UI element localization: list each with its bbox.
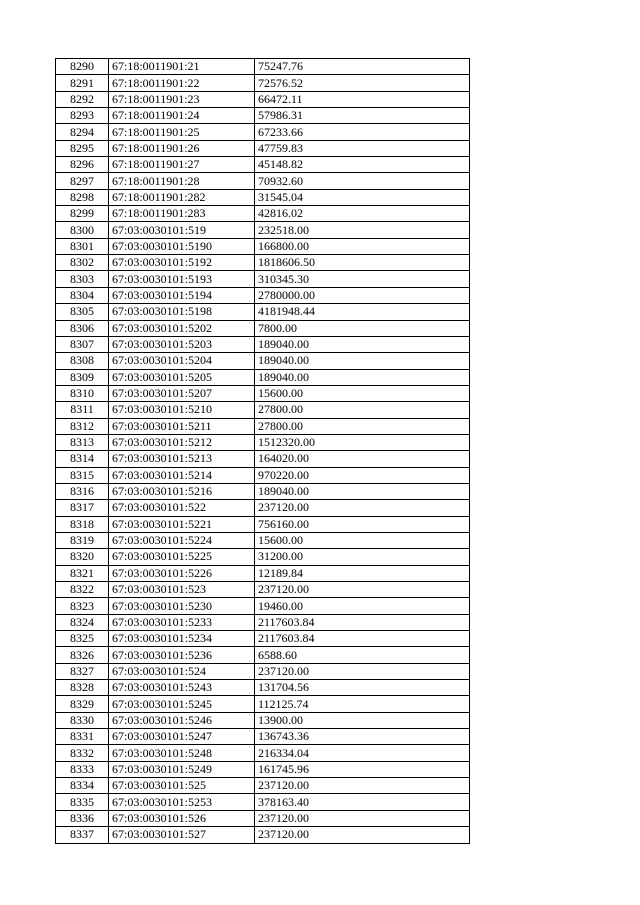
cadastral-number-cell: 67:03:0030101:5190 xyxy=(109,238,255,254)
cadastral-number-cell: 67:03:0030101:522 xyxy=(109,500,255,516)
cadastral-number-cell: 67:03:0030101:5192 xyxy=(109,255,255,271)
table-row xyxy=(56,189,470,205)
row-number-cell: 8309 xyxy=(56,369,109,385)
cadastral-value-cell: 15600.00 xyxy=(255,532,470,548)
cadastral-value-cell: 42816.02 xyxy=(255,206,470,222)
table-row xyxy=(56,598,470,614)
cadastral-number-cell: 67:03:0030101:5204 xyxy=(109,353,255,369)
row-number-cell: 8312 xyxy=(56,418,109,434)
cadastral-number-cell: 67:18:0011901:27 xyxy=(109,157,255,173)
table-row xyxy=(56,434,470,450)
cadastral-value-cell: 237120.00 xyxy=(255,827,470,843)
table-row xyxy=(56,353,470,369)
cadastral-number-cell: 67:03:0030101:5248 xyxy=(109,745,255,761)
cadastral-number-cell: 67:03:0030101:5212 xyxy=(109,434,255,450)
table-row xyxy=(56,647,470,663)
row-number-cell: 8314 xyxy=(56,451,109,467)
cadastral-number-cell: 67:03:0030101:5207 xyxy=(109,385,255,401)
table-row xyxy=(56,75,470,91)
row-number-cell: 8318 xyxy=(56,516,109,532)
cadastral-number-cell: 67:03:0030101:5210 xyxy=(109,402,255,418)
table-row xyxy=(56,745,470,761)
cadastral-number-cell: 67:03:0030101:5246 xyxy=(109,712,255,728)
row-number-cell: 8308 xyxy=(56,353,109,369)
cadastral-number-cell: 67:03:0030101:523 xyxy=(109,582,255,598)
cadastral-value-cell: 4181948.44 xyxy=(255,304,470,320)
table-row xyxy=(56,729,470,745)
row-number-cell: 8294 xyxy=(56,124,109,140)
cadastral-value-cell: 70932.60 xyxy=(255,173,470,189)
cadastral-number-cell: 67:18:0011901:26 xyxy=(109,140,255,156)
cadastral-value-cell: 189040.00 xyxy=(255,483,470,499)
table-row xyxy=(56,582,470,598)
table-row xyxy=(56,287,470,303)
row-number-cell: 8293 xyxy=(56,108,109,124)
cadastral-number-cell: 67:03:0030101:5214 xyxy=(109,467,255,483)
cadastral-number-cell: 67:03:0030101:5226 xyxy=(109,565,255,581)
table-row xyxy=(56,663,470,679)
cadastral-value-cell: 237120.00 xyxy=(255,500,470,516)
row-number-cell: 8327 xyxy=(56,663,109,679)
table-row xyxy=(56,336,470,352)
table-row xyxy=(56,206,470,222)
cadastral-value-cell: 75247.76 xyxy=(255,59,470,75)
table-row xyxy=(56,385,470,401)
row-number-cell: 8301 xyxy=(56,238,109,254)
row-number-cell: 8319 xyxy=(56,532,109,548)
cadastral-value-table xyxy=(55,58,470,844)
cadastral-value-cell: 112125.74 xyxy=(255,696,470,712)
cadastral-number-cell: 67:18:0011901:283 xyxy=(109,206,255,222)
row-number-cell: 8296 xyxy=(56,157,109,173)
cadastral-number-cell: 67:03:0030101:5203 xyxy=(109,336,255,352)
cadastral-number-cell: 67:18:0011901:21 xyxy=(109,59,255,75)
cadastral-value-cell: 1818606.50 xyxy=(255,255,470,271)
cadastral-value-cell: 27800.00 xyxy=(255,418,470,434)
cadastral-value-cell: 189040.00 xyxy=(255,369,470,385)
cadastral-number-cell: 67:03:0030101:5193 xyxy=(109,271,255,287)
table-row xyxy=(56,532,470,548)
table-row xyxy=(56,483,470,499)
row-number-cell: 8322 xyxy=(56,582,109,598)
cadastral-number-cell: 67:18:0011901:28 xyxy=(109,173,255,189)
cadastral-value-cell: 27800.00 xyxy=(255,402,470,418)
table-row xyxy=(56,467,470,483)
cadastral-value-cell: 47759.83 xyxy=(255,140,470,156)
cadastral-number-cell: 67:18:0011901:24 xyxy=(109,108,255,124)
row-number-cell: 8310 xyxy=(56,385,109,401)
row-number-cell: 8335 xyxy=(56,794,109,810)
table-row xyxy=(56,255,470,271)
cadastral-number-cell: 67:03:0030101:5211 xyxy=(109,418,255,434)
cadastral-number-cell: 67:03:0030101:527 xyxy=(109,827,255,843)
cadastral-number-cell: 67:03:0030101:5249 xyxy=(109,761,255,777)
row-number-cell: 8307 xyxy=(56,336,109,352)
table-row xyxy=(56,418,470,434)
table-row xyxy=(56,320,470,336)
table-row xyxy=(56,516,470,532)
cadastral-value-cell: 189040.00 xyxy=(255,353,470,369)
row-number-cell: 8333 xyxy=(56,761,109,777)
cadastral-number-cell: 67:18:0011901:25 xyxy=(109,124,255,140)
cadastral-number-cell: 67:03:0030101:5205 xyxy=(109,369,255,385)
row-number-cell: 8317 xyxy=(56,500,109,516)
table-row xyxy=(56,680,470,696)
cadastral-value-cell: 6588.60 xyxy=(255,647,470,663)
table-row xyxy=(56,304,470,320)
row-number-cell: 8304 xyxy=(56,287,109,303)
table-row xyxy=(56,696,470,712)
cadastral-number-cell: 67:03:0030101:5245 xyxy=(109,696,255,712)
table-row xyxy=(56,827,470,843)
row-number-cell: 8311 xyxy=(56,402,109,418)
cadastral-number-cell: 67:03:0030101:5243 xyxy=(109,680,255,696)
cadastral-value-cell: 1512320.00 xyxy=(255,434,470,450)
table-row xyxy=(56,140,470,156)
cadastral-number-cell: 67:03:0030101:5213 xyxy=(109,451,255,467)
cadastral-value-cell: 131704.56 xyxy=(255,680,470,696)
row-number-cell: 8313 xyxy=(56,434,109,450)
cadastral-value-cell: 164020.00 xyxy=(255,451,470,467)
cadastral-value-cell: 67233.66 xyxy=(255,124,470,140)
row-number-cell: 8336 xyxy=(56,810,109,826)
row-number-cell: 8292 xyxy=(56,91,109,107)
cadastral-number-cell: 67:03:0030101:5224 xyxy=(109,532,255,548)
cadastral-value-cell: 2117603.84 xyxy=(255,614,470,630)
table-row xyxy=(56,761,470,777)
cadastral-value-cell: 232518.00 xyxy=(255,222,470,238)
row-number-cell: 8302 xyxy=(56,255,109,271)
table-row xyxy=(56,91,470,107)
table-row xyxy=(56,108,470,124)
table-row xyxy=(56,794,470,810)
cadastral-number-cell: 67:03:0030101:5247 xyxy=(109,729,255,745)
row-number-cell: 8320 xyxy=(56,549,109,565)
cadastral-value-cell: 237120.00 xyxy=(255,810,470,826)
cadastral-value-cell: 136743.36 xyxy=(255,729,470,745)
table-row xyxy=(56,712,470,728)
row-number-cell: 8331 xyxy=(56,729,109,745)
row-number-cell: 8306 xyxy=(56,320,109,336)
row-number-cell: 8329 xyxy=(56,696,109,712)
cadastral-value-cell: 216334.04 xyxy=(255,745,470,761)
cadastral-number-cell: 67:03:0030101:5253 xyxy=(109,794,255,810)
table-row xyxy=(56,402,470,418)
cadastral-value-cell: 378163.40 xyxy=(255,794,470,810)
table-row xyxy=(56,238,470,254)
cadastral-value-cell: 19460.00 xyxy=(255,598,470,614)
row-number-cell: 8332 xyxy=(56,745,109,761)
table-row xyxy=(56,614,470,630)
table-row xyxy=(56,271,470,287)
cadastral-value-cell: 31200.00 xyxy=(255,549,470,565)
table-body xyxy=(56,59,470,844)
table-row xyxy=(56,451,470,467)
table-row xyxy=(56,631,470,647)
table-row xyxy=(56,549,470,565)
cadastral-number-cell: 67:03:0030101:5198 xyxy=(109,304,255,320)
cadastral-value-cell: 161745.96 xyxy=(255,761,470,777)
row-number-cell: 8305 xyxy=(56,304,109,320)
row-number-cell: 8315 xyxy=(56,467,109,483)
table-row xyxy=(56,157,470,173)
row-number-cell: 8300 xyxy=(56,222,109,238)
cadastral-number-cell: 67:03:0030101:5202 xyxy=(109,320,255,336)
row-number-cell: 8325 xyxy=(56,631,109,647)
cadastral-number-cell: 67:03:0030101:524 xyxy=(109,663,255,679)
cadastral-value-cell: 31545.04 xyxy=(255,189,470,205)
cadastral-value-cell: 237120.00 xyxy=(255,663,470,679)
cadastral-number-cell: 67:03:0030101:5230 xyxy=(109,598,255,614)
cadastral-value-cell: 13900.00 xyxy=(255,712,470,728)
cadastral-number-cell: 67:03:0030101:526 xyxy=(109,810,255,826)
row-number-cell: 8328 xyxy=(56,680,109,696)
row-number-cell: 8337 xyxy=(56,827,109,843)
row-number-cell: 8323 xyxy=(56,598,109,614)
cadastral-number-cell: 67:18:0011901:22 xyxy=(109,75,255,91)
cadastral-value-cell: 2780000.00 xyxy=(255,287,470,303)
cadastral-value-cell: 237120.00 xyxy=(255,778,470,794)
cadastral-value-cell: 72576.52 xyxy=(255,75,470,91)
cadastral-number-cell: 67:03:0030101:5236 xyxy=(109,647,255,663)
table-row xyxy=(56,369,470,385)
cadastral-number-cell: 67:03:0030101:5225 xyxy=(109,549,255,565)
cadastral-number-cell: 67:03:0030101:5233 xyxy=(109,614,255,630)
cadastral-value-cell: 166800.00 xyxy=(255,238,470,254)
table-row xyxy=(56,565,470,581)
cadastral-number-cell: 67:03:0030101:5216 xyxy=(109,483,255,499)
row-number-cell: 8326 xyxy=(56,647,109,663)
row-number-cell: 8321 xyxy=(56,565,109,581)
cadastral-number-cell: 67:03:0030101:5234 xyxy=(109,631,255,647)
cadastral-value-cell: 237120.00 xyxy=(255,582,470,598)
cadastral-number-cell: 67:03:0030101:519 xyxy=(109,222,255,238)
table-row xyxy=(56,500,470,516)
cadastral-value-cell: 2117603.84 xyxy=(255,631,470,647)
cadastral-number-cell: 67:03:0030101:5194 xyxy=(109,287,255,303)
cadastral-number-cell: 67:03:0030101:525 xyxy=(109,778,255,794)
table-row xyxy=(56,778,470,794)
cadastral-value-cell: 66472.11 xyxy=(255,91,470,107)
table-row xyxy=(56,173,470,189)
row-number-cell: 8290 xyxy=(56,59,109,75)
row-number-cell: 8299 xyxy=(56,206,109,222)
cadastral-number-cell: 67:03:0030101:5221 xyxy=(109,516,255,532)
cadastral-value-cell: 7800.00 xyxy=(255,320,470,336)
row-number-cell: 8324 xyxy=(56,614,109,630)
row-number-cell: 8298 xyxy=(56,189,109,205)
cadastral-number-cell: 67:18:0011901:282 xyxy=(109,189,255,205)
cadastral-value-cell: 57986.31 xyxy=(255,108,470,124)
cadastral-value-cell: 15600.00 xyxy=(255,385,470,401)
table-row xyxy=(56,222,470,238)
row-number-cell: 8330 xyxy=(56,712,109,728)
cadastral-value-cell: 12189.84 xyxy=(255,565,470,581)
row-number-cell: 8297 xyxy=(56,173,109,189)
table-row xyxy=(56,810,470,826)
cadastral-value-cell: 970220.00 xyxy=(255,467,470,483)
cadastral-number-cell: 67:18:0011901:23 xyxy=(109,91,255,107)
row-number-cell: 8303 xyxy=(56,271,109,287)
cadastral-value-cell: 310345.30 xyxy=(255,271,470,287)
row-number-cell: 8316 xyxy=(56,483,109,499)
row-number-cell: 8291 xyxy=(56,75,109,91)
table-row xyxy=(56,124,470,140)
row-number-cell: 8295 xyxy=(56,140,109,156)
table-row xyxy=(56,59,470,75)
cadastral-value-cell: 189040.00 xyxy=(255,336,470,352)
cadastral-value-cell: 45148.82 xyxy=(255,157,470,173)
cadastral-value-cell: 756160.00 xyxy=(255,516,470,532)
row-number-cell: 8334 xyxy=(56,778,109,794)
